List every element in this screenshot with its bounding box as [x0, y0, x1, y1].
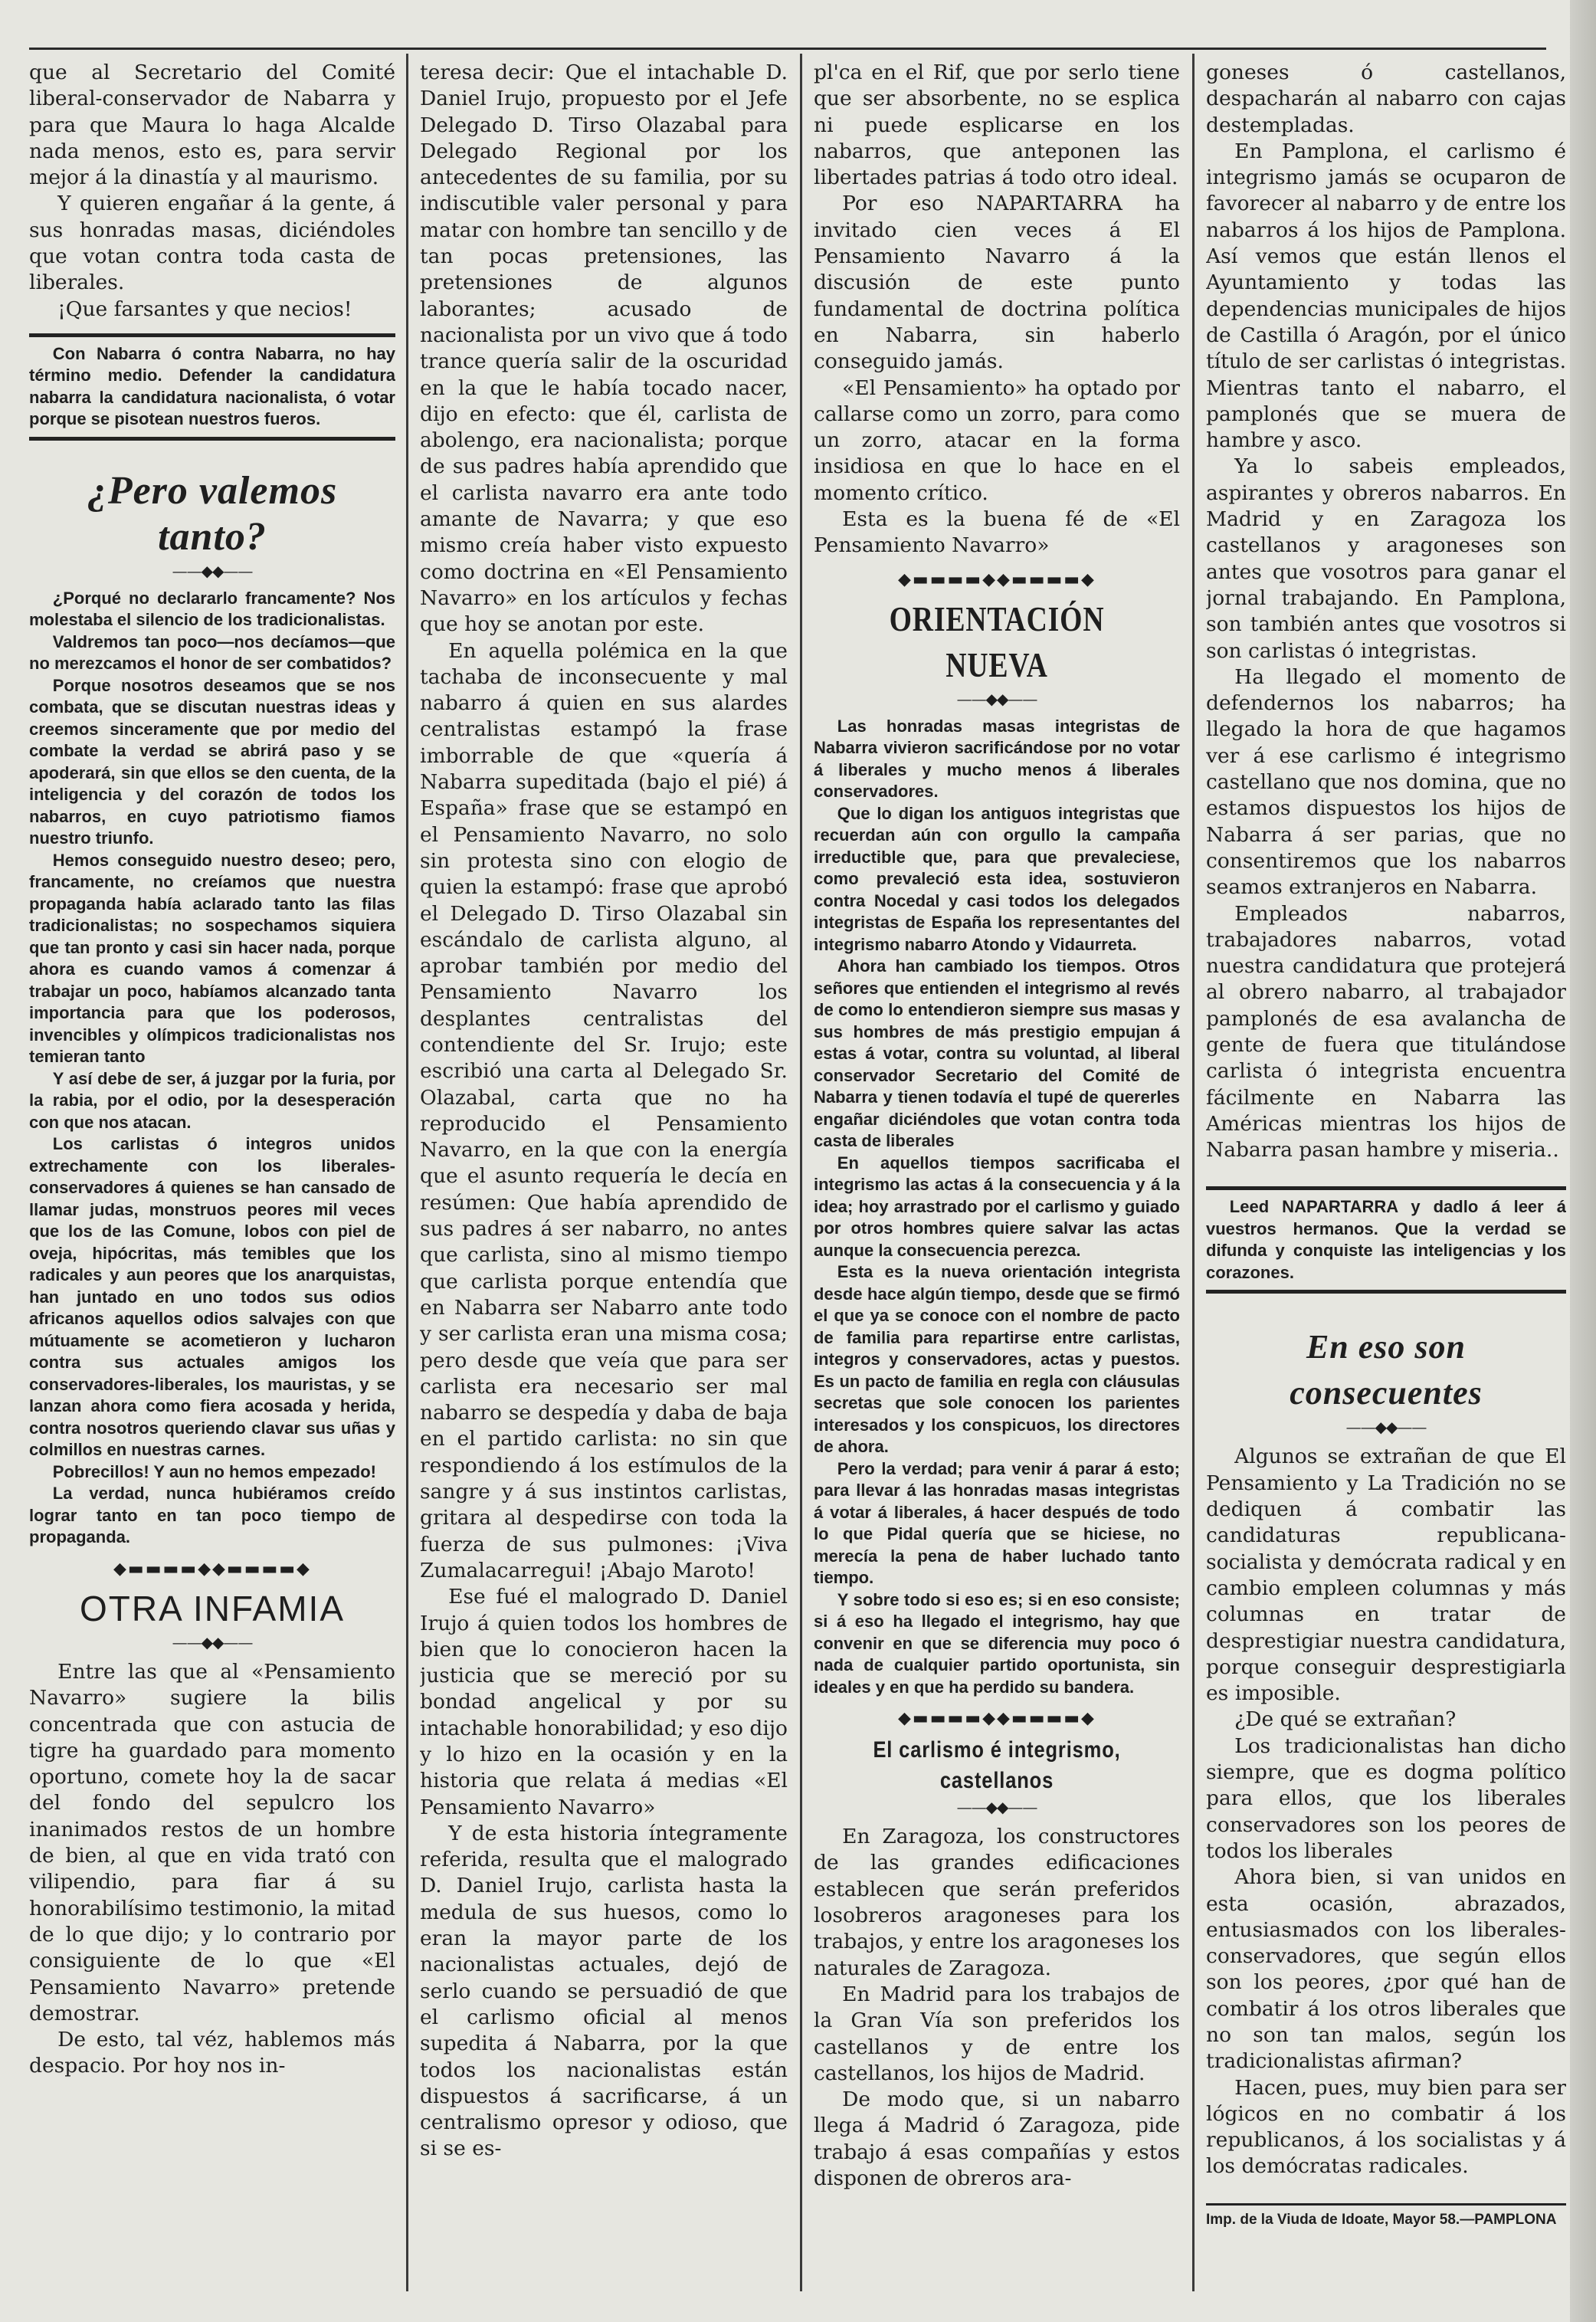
- paragraph: Algunos se extrañan de que El Pensamiento y La Tradición no se dediquen á combatir las candidaturas republicana-socialista y demócrata radical y en cambio empleen columnas y más columnas en tratar de desprestigiar nuestra candidatura, porque conseguir desprestigiarla es imposible.: [1206, 1445, 1566, 1706]
- paragraph: Esta es la nueva orientación integrista desde hace algún tiempo, desde que se firmó el que ya se conoce con el nombre de pacto de familia para repartirse entre carlistas, integros y conservadores, actas y puestos. Es un pacto de familia en regla con cláusulas secretas que sole conocen los parientes interesados y los conspicuos, los directores de ahora.: [814, 1262, 1180, 1457]
- paragraph: Ha llegado el momento de defendernos los nabarros; ha llegado la hora de que hagamos ver á ese carlismo é integrismo castellano que nos domina, que no estamos dispuestos los hijos de Nabarra á ser parias, que no consentiremos que los nabarros seamos extranjeros en Nabarra.: [1206, 664, 1566, 900]
- slogan-box: [1206, 1186, 1566, 1294]
- paragraph: ¿Porqué no declararlo francamente? Nos molestaba el silencio de los tradicionalistas.: [29, 588, 395, 630]
- paragraph: Ya lo sabeis empleados, aspirantes y obreros nabarros. En Madrid y en Zaragoza los castellanos y aragoneses son antes que vosotros para ganar el jornal trabajando. En Pamplona, son también antes que vosotros si son carlistas ó integristas.: [1206, 454, 1566, 663]
- column-1: [29, 60, 395, 2282]
- printer-imprint: Imp. de la Viuda de Idoate, Mayor 58.—PAMPLONA: [1206, 2203, 1566, 2229]
- flourish-divider: ——◆◆——: [956, 689, 1037, 708]
- paragraph: Que lo digan los antiguos integristas que recuerdan aún con orgullo la campaña irreductible que, para que prevaleciese, como prevaleció esta idea, sostuvieron contra Nocedal y casi todos los delegados integristas de España los representantes del integrismo nabarro Atondo y Vidaurreta.: [814, 803, 1180, 954]
- paragraph: En Pamplona, el carlismo é integrismo jamás se ocuparon de favorecer al nabarro y de entre los nabarros á los hijos de Pamplona. Así vemos que están llenos el Ayuntamiento y todas las dependencias municipales de hijos de Castilla ó Aragón, por el único título de ser carlistas ó integristas. Mientras tanto el nabarro, el pamplonés que se muera de hambre y asco.: [1206, 139, 1566, 453]
- paragraph: «El Pensamiento» ha optado por callarse como un zorro, para como un zorro, atacar en la forma insidiosa en que lo hace en el momento crítico.: [814, 376, 1180, 505]
- slogan-text: Con Nabarra ó contra Nabarra, no hay término medio. Defender la candidatura nabarra la candidatura nacionalista, ó votar porque se pisotean nuestros fueros.: [29, 343, 395, 429]
- paragraph: Los tradicionalistas han dicho siempre, que es dogma político para ellos, que los liberales conservadores son los peores de todos los liberales: [1206, 1733, 1566, 1863]
- column-rule: [406, 54, 408, 2291]
- paragraph: Porque nosotros deseamos que se nos combata, que se discutan nuestras ideas y creemos sinceramente que por medio del combate la verdad se abrirá paso y se apoderará, sin que ellos se den cuenta, de la inteligencia y del corazón de todos los nabarros, en cuyo patriotismo fiamos nuestro triunfo.: [29, 675, 395, 848]
- column-2: [420, 60, 788, 2282]
- paragraph: teresa decir: Que el intachable D. Daniel Irujo, propuesto por el Jefe Delegado D. Tirso Olazabal para Delegado Regional por los antecedentes de su familia, por su indiscutible valer personal y para matar con hombre tan sencillo y de tan pocas pretensiones, las pretensiones de algunos laborantes; acusado de nacionalista por un vivo que á todo trance quería salir de la oscuridad en la que le había tocado nacer, dijo en efecto: que él, carlista de abolengo, era nacionalista; porque de sus padres había aprendido que el carlista navarro era ante todo amante de Navarra; y que eso mismo creía haber visto expuesto como doctrina en «El Pensamiento Navarro» en los artículos y fechas que hoy se anotan por este.: [420, 61, 788, 637]
- paragraph: que al Secretario del Comité liberal-conservador de Nabarra y para que Maura lo haga Alcalde nada menos, esto es, para servir mejor á la dinastía y al maurismo.: [29, 61, 395, 190]
- flourish-divider: ——◆◆——: [172, 1632, 253, 1651]
- paragraph: Ahora bien, si van unidos en esta ocasión, abrazados, entusiasmados con los liberales-conservadores, que según ellos son los peores, ¿por qué han de combatir á los otros liberales que no son tan malos, según los tradicionalistas afirman?: [1206, 1865, 1566, 2074]
- paragraph: De modo que, si un nabarro llega á Madrid ó Zaragoza, pide trabajo á esas compañías y estos disponen de obreros ara-: [814, 2088, 1180, 2190]
- paragraph: Pobrecillos! Y aun no hemos empezado!: [52, 1461, 376, 1481]
- paragraph: goneses ó castellanos, despacharán al nabarro con cajas destempladas.: [1206, 61, 1566, 137]
- paragraph: En Madrid para los trabajos de la Gran Vía son preferidos los castellanos y de entre los castellanos, los hijos de Madrid.: [814, 1982, 1180, 2085]
- article-title: ORIENTACIÓN NUEVA: [889, 599, 1105, 684]
- ornament-divider: ◆▬▬▬▬◆◆▬▬▬▬◆: [898, 569, 1096, 589]
- slogan-text: Leed NAPARTARRA y dadlo á leer á vuestros hermanos. Que la verdad se difunda y conquiste las inteligencias y los corazones.: [1206, 1197, 1566, 1282]
- paragraph: pl'ca en el Rif, que por serlo tiene que ser absorbente, no se esplica ni puede esplicarse en los nabarros, que anteponen las libertades patrias á todo otro ideal.: [814, 61, 1180, 190]
- paragraph: ¿De qué se extrañan?: [1234, 1707, 1457, 1732]
- column-4: [1206, 60, 1566, 2282]
- column-3: [814, 60, 1180, 2282]
- column-rule: [1192, 54, 1195, 2291]
- article-title: OTRA INFAMIA: [79, 1588, 346, 1628]
- slogan-box: [29, 333, 395, 441]
- article-title: ¿Pero valemos tanto?: [87, 468, 338, 559]
- paragraph: De esto, tal véz, hablemos más despacio. Por hoy nos in-: [29, 2028, 395, 2078]
- paragraph: Los carlistas ó integros unidos extrechamente con los liberales-conservadores á quienes se han cansado de llamar judas, monstruos peores mil veces que los de las Comune, lobos con piel de oveja, hipócritas, más temibles que los radicales y aun peores que los anarquistas, han juntado en uno todos sus odios africanos aquellos odios salvajes con que mútuamente se acometieron y lucharon contra sus actuales amigos los conservadores-liberales, los mauristas, y se lanzan ahora como fiera acosada y herida, contra nosotros queriendo clavar sus uñas y colmillos en nuestras carnes.: [29, 1134, 395, 1460]
- article-title: En eso son consecuentes: [1290, 1328, 1483, 1412]
- paragraph: La verdad, nunca hubiéramos creído lograr tanto en tan poco tiempo de propaganda.: [29, 1484, 395, 1547]
- paragraph: Empleados nabarros, trabajadores nabarros, votad nuestra candidatura que protejerá al obrero nabarro, al trabajador pamplonés de esa avalancha de gente de fuera que titulándose carlista ó integrista encuentra fácilmente en Nabarra las Américas mientras los hijos de Nabarra pasan hambre y miseria..: [1206, 901, 1566, 1163]
- paragraph: Pero la verdad; para venir á parar á esto; para llevar á las honradas masas integristas á votar á liberales, á hacer después de todo lo que Pidal quería que se hiciese, no merecía la pena de haber luchado tanto tiempo.: [814, 1458, 1180, 1588]
- flourish-divider: ——◆◆——: [1345, 1418, 1427, 1437]
- column-rule: [800, 54, 802, 2291]
- paragraph: En aquella polémica en la que tachaba de inconsecuente y mal nabarro á quien en sus alardes centralistas estampó la frase imborrable de que «quería á Nabarra supeditada (bajo el pié) á España» frase que se estampó en el Pensamiento Navarro, no solo sin protesta sino con elogio de quien la estampó: frase que aprobó el Delegado D. Tirso Olazabal sin escándalo de carlista alguno, al aprobar también por medio del Pensamiento Navarro los desplantes centralistas del contendiente del Sr. Irujo; este escribió una carta al Delegado Sr. Olazabal, carta que no ha reproducido el Pensamiento Navarro, en la que con la energía que el asunto requería le decía en resúmen: Que había aprendido de sus padres á ser nabarro, no antes que carlista, sino al mismo tiempo que carlista porque entendía que en Nabarra ser Nabarro ante todo y ser carlista eran una misma cosa; pero desde que veía que para ser carlista era necesario ser mal nabarro se despedía y daba de baja en el partido carlista: no sin que respondiendo á los estímulos de la sangre y á sus instintos carlistas, gritara al despedirse con toda la fuerza de sus pulmones: ¡Viva Zumalacarregui! ¡Abajo Maroto!: [420, 638, 788, 1582]
- paragraph: Esta es la buena fé de «El Pensamiento Navarro»: [814, 507, 1180, 558]
- paragraph: Por eso NAPARTARRA ha invitado cien veces á El Pensamiento Navarro á la discusión de este punto fundamental de doctrina política en Nabarra, sin haberlo conseguido jamás.: [814, 192, 1180, 374]
- paragraph: Y quieren engañar á la gente, á sus honradas masas, diciéndoles que votan contra toda casta de liberales.: [29, 192, 395, 295]
- paragraph: Y sobre todo si eso es; si en eso consiste; si á eso ha llegado el integrismo, hay que convenir en que se diferencia muy poco ó nada de cualquier partido oportunista, sin ideales y en que ha perdido su bandera.: [814, 1589, 1180, 1697]
- paragraph: Ahora han cambiado los tiempos. Otros señores que entienden el integrismo al revés de como lo entendieron siempre sus masas y sus hombres de más prestigio empujan á estas á votar, contra su voluntad, al liberal conservador Secretario del Comité de Nabarra y tienen todavía el tupé de quererles engañar diciéndoles que votan contra toda casta de liberales: [814, 956, 1180, 1151]
- paragraph: Hacen, pues, muy bien para ser lógicos en no combatir á los republicanos, á los socialistas y á los demócratas radicales.: [1206, 2075, 1566, 2179]
- ornament-divider: ◆▬▬▬▬◆◆▬▬▬▬◆: [113, 1559, 311, 1579]
- paragraph: ¡Que farsantes y que necios!: [57, 297, 352, 321]
- paragraph: Entre las que al «Pensamiento Navarro» sugiere la bilis concentrada que con astucia de tigre ha guardado para momento oportuno, comete hoy la de sacar del fondo del sepulcro los inanimados restos de un hombre de bien, al que en vida trató con vilipendio, para fiar á su honorabilísimo testimonio, la mitad de lo que dijo; y lo contrario por consiguiente de lo que «El Pensamiento Navarro» pretende demostrar.: [29, 1659, 395, 2025]
- paragraph: Las honradas masas integristas de Nabarra vivieron sacrificándose por no votar á liberales y mucho menos á liberales conservadores.: [814, 716, 1180, 802]
- paragraph: Y de esta historia íntegramente referida, resulta que el malogrado D. Daniel Irujo, carlista hasta la medula de sus huesos, como lo eran la mayor parte de los nacionalistas actuales, dejó de serlo cuando se persuadió de que el carlismo oficial al menos supedita á Nabarra, por la que todos los nacionalistas están dispuestos á sacrificarse, á un centralismo opresor y odioso, que si se es-: [420, 1821, 788, 2161]
- top-rule: [29, 48, 1546, 50]
- flourish-divider: ——◆◆——: [172, 561, 253, 580]
- paragraph: En Zaragoza, los constructores de las grandes edificaciones establecen que serán preferidos losobreros aragoneses para los trabajos, y entre los aragoneses los naturales de Zaragoza.: [814, 1825, 1180, 1980]
- paragraph: Valdremos tan poco—nos decíamos—que no merezcamos el honor de ser combatidos?: [29, 631, 395, 674]
- paragraph: Hemos conseguido nuestro deseo; pero, francamente, no creíamos que nuestra propaganda había aclarado tanto las filas tradicionalistas; no sospechamos siquiera que tan pronto y casi sin hacer nada, porque ahora es cuando vamos á comenzar á trabajar un poco, habíamos alcanzado tanta importancia para que los poderosos, invencibles y olímpicos tradicionalistas nos temieran tanto: [29, 850, 395, 1067]
- paragraph: En aquellos tiempos sacrificaba el integrismo las actas á la consecuencia y á la idea; hoy arrastrado por el carlismo y guiado por otros hombres quiere salvar las actas aunque la consecuencia perezca.: [814, 1153, 1180, 1260]
- flourish-divider: ——◆◆——: [956, 1798, 1037, 1817]
- ornament-divider: ◆▬▬▬▬◆◆▬▬▬▬◆: [898, 1709, 1096, 1729]
- paragraph: Y así debe de ser, á juzgar por la furia, por la rabia, por el odio, por la desesperación con que nos atacan.: [29, 1068, 395, 1132]
- page-edge: [1570, 0, 1596, 2322]
- paragraph: Ese fué el malogrado D. Daniel Irujo á quien todos los hombres de bien que lo conocieron hacen la justicia que se mereció por su bondad angelical y por su intachable honorabilidad; y eso dijo y lo hizo en la ocasión y en la historia que relata á medias «El Pensamiento Navarro»: [420, 1585, 788, 1819]
- article-title: El carlismo é integrismo, castellanos: [873, 1737, 1121, 1794]
